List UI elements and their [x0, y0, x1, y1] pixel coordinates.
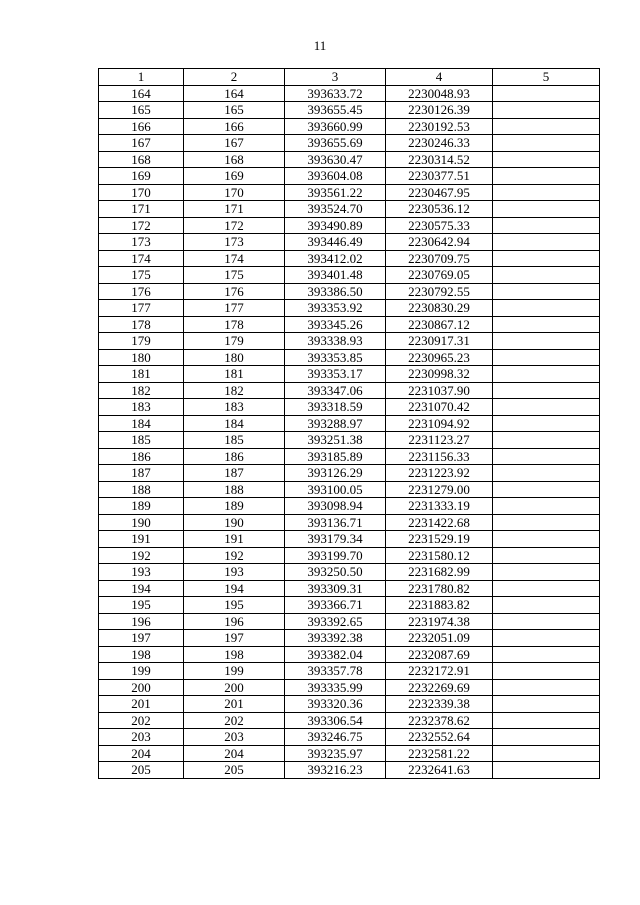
table-cell: 2231580.12	[386, 547, 493, 564]
table-cell: 2232172.91	[386, 663, 493, 680]
table-cell: 2231070.42	[386, 399, 493, 416]
table-cell	[493, 283, 600, 300]
table-cell: 188	[99, 481, 184, 498]
table-cell	[493, 333, 600, 350]
table-row	[99, 514, 600, 531]
table-cell: 167	[184, 135, 285, 152]
table-cell: 200	[184, 679, 285, 696]
table-row	[99, 151, 600, 168]
table-cell	[493, 85, 600, 102]
table-cell: 393366.71	[285, 597, 386, 614]
table-cell: 393318.59	[285, 399, 386, 416]
table-row	[99, 217, 600, 234]
table-row	[99, 646, 600, 663]
table-cell: 2230575.33	[386, 217, 493, 234]
table-cell: 2230126.39	[386, 102, 493, 119]
table-cell: 2231974.38	[386, 613, 493, 630]
table-cell: 2232641.63	[386, 762, 493, 779]
table-cell: 2232581.22	[386, 745, 493, 762]
table-cell: 191	[99, 531, 184, 548]
table-cell: 195	[184, 597, 285, 614]
table-cell	[493, 762, 600, 779]
table-cell: 2230246.33	[386, 135, 493, 152]
table-cell: 2230536.12	[386, 201, 493, 218]
table-cell: 203	[99, 729, 184, 746]
table-cell: 393604.08	[285, 168, 386, 185]
table-row	[99, 663, 600, 680]
table-cell: 2231883.82	[386, 597, 493, 614]
table-cell: 2231156.33	[386, 448, 493, 465]
table-cell: 393347.06	[285, 382, 386, 399]
table-cell: 193	[99, 564, 184, 581]
table-cell: 2230709.75	[386, 250, 493, 267]
table-row	[99, 201, 600, 218]
table-cell: 189	[99, 498, 184, 515]
table-cell	[493, 382, 600, 399]
table-cell: 393392.38	[285, 630, 386, 647]
table-cell: 393179.34	[285, 531, 386, 548]
table-cell: 193	[184, 564, 285, 581]
table-cell: 183	[99, 399, 184, 416]
table-cell	[493, 168, 600, 185]
table-cell: 199	[99, 663, 184, 680]
table-cell: 202	[99, 712, 184, 729]
table-cell: 170	[99, 184, 184, 201]
table-cell: 2230998.32	[386, 366, 493, 383]
table-cell: 175	[99, 267, 184, 284]
table-cell: 197	[184, 630, 285, 647]
table-row	[99, 762, 600, 779]
table-header-row	[99, 69, 600, 86]
table-cell: 2230792.55	[386, 283, 493, 300]
table-cell: 2231529.19	[386, 531, 493, 548]
table-row	[99, 564, 600, 581]
table-cell: 198	[99, 646, 184, 663]
table-cell: 204	[184, 745, 285, 762]
table-cell: 393288.97	[285, 415, 386, 432]
table-row	[99, 234, 600, 251]
table-row	[99, 630, 600, 647]
table-cell: 2231279.00	[386, 481, 493, 498]
table-cell: 2230314.52	[386, 151, 493, 168]
table-cell	[493, 300, 600, 317]
table-cell: 173	[184, 234, 285, 251]
table-cell	[493, 250, 600, 267]
table-cell: 393345.26	[285, 316, 386, 333]
table-row	[99, 679, 600, 696]
table-cell: 168	[184, 151, 285, 168]
table-cell: 393353.17	[285, 366, 386, 383]
table-cell: 192	[184, 547, 285, 564]
table-cell: 187	[99, 465, 184, 482]
column-header: 5	[493, 69, 600, 86]
table-cell: 393401.48	[285, 267, 386, 284]
table-row	[99, 85, 600, 102]
table-row	[99, 597, 600, 614]
table-cell	[493, 201, 600, 218]
table-cell: 182	[99, 382, 184, 399]
table-cell: 393660.99	[285, 118, 386, 135]
table-cell: 198	[184, 646, 285, 663]
page-number: 11	[313, 38, 327, 53]
column-header: 4	[386, 69, 493, 86]
table-cell: 165	[99, 102, 184, 119]
table-row	[99, 300, 600, 317]
table-cell	[493, 465, 600, 482]
table-row	[99, 729, 600, 746]
table-cell: 200	[99, 679, 184, 696]
table-cell: 2230867.12	[386, 316, 493, 333]
table-row	[99, 547, 600, 564]
table-cell: 2232087.69	[386, 646, 493, 663]
table-cell: 2232552.64	[386, 729, 493, 746]
table-cell: 393353.92	[285, 300, 386, 317]
table-cell: 192	[99, 547, 184, 564]
table-cell: 183	[184, 399, 285, 416]
table-row	[99, 498, 600, 515]
table-cell: 2230642.94	[386, 234, 493, 251]
table-cell: 177	[184, 300, 285, 317]
table-cell: 189	[184, 498, 285, 515]
table-row	[99, 399, 600, 416]
table-cell: 184	[99, 415, 184, 432]
table-cell	[493, 267, 600, 284]
table-cell: 393392.65	[285, 613, 386, 630]
table-cell	[493, 580, 600, 597]
table-cell: 393251.38	[285, 432, 386, 449]
table-cell: 168	[99, 151, 184, 168]
table-cell: 190	[99, 514, 184, 531]
table-cell: 166	[99, 118, 184, 135]
table-cell: 202	[184, 712, 285, 729]
table-cell: 393561.22	[285, 184, 386, 201]
table-cell: 181	[184, 366, 285, 383]
table-row	[99, 481, 600, 498]
table-row	[99, 366, 600, 383]
table-cell: 2231037.90	[386, 382, 493, 399]
table-cell	[493, 234, 600, 251]
table-cell: 393216.23	[285, 762, 386, 779]
table-cell: 2230830.29	[386, 300, 493, 317]
table-cell	[493, 366, 600, 383]
table-cell: 167	[99, 135, 184, 152]
table-cell: 174	[99, 250, 184, 267]
table-cell: 186	[99, 448, 184, 465]
table-cell: 2230192.53	[386, 118, 493, 135]
table-row	[99, 382, 600, 399]
table-cell: 393246.75	[285, 729, 386, 746]
table-row	[99, 118, 600, 135]
table-cell: 393335.99	[285, 679, 386, 696]
table-cell: 176	[184, 283, 285, 300]
table-cell: 197	[99, 630, 184, 647]
table-cell	[493, 564, 600, 581]
table-cell: 393306.54	[285, 712, 386, 729]
table-cell: 196	[184, 613, 285, 630]
table-cell: 393630.47	[285, 151, 386, 168]
table-cell: 2232378.62	[386, 712, 493, 729]
table-row	[99, 580, 600, 597]
table-cell: 164	[184, 85, 285, 102]
table-cell: 190	[184, 514, 285, 531]
table-row	[99, 613, 600, 630]
table-cell: 2230917.31	[386, 333, 493, 350]
table-cell: 393338.93	[285, 333, 386, 350]
table-cell: 203	[184, 729, 285, 746]
table-cell: 199	[184, 663, 285, 680]
table-row	[99, 531, 600, 548]
table-cell: 177	[99, 300, 184, 317]
table-cell: 176	[99, 283, 184, 300]
table-cell	[493, 316, 600, 333]
table-cell	[493, 646, 600, 663]
table-cell: 2231682.99	[386, 564, 493, 581]
table-cell	[493, 696, 600, 713]
table-cell: 2232339.38	[386, 696, 493, 713]
column-header: 2	[184, 69, 285, 86]
table-cell: 2232051.09	[386, 630, 493, 647]
table-cell: 179	[99, 333, 184, 350]
table-cell: 185	[184, 432, 285, 449]
table-cell: 194	[184, 580, 285, 597]
table-cell	[493, 349, 600, 366]
table-cell	[493, 432, 600, 449]
table-row	[99, 283, 600, 300]
table-cell: 2230377.51	[386, 168, 493, 185]
table-cell: 393353.85	[285, 349, 386, 366]
table-cell	[493, 663, 600, 680]
table-cell: 2230048.93	[386, 85, 493, 102]
table-row	[99, 168, 600, 185]
table-cell: 2230965.23	[386, 349, 493, 366]
table-cell	[493, 597, 600, 614]
table-cell: 175	[184, 267, 285, 284]
table-cell: 172	[99, 217, 184, 234]
table-cell: 2232269.69	[386, 679, 493, 696]
table-row	[99, 349, 600, 366]
table-cell: 393655.69	[285, 135, 386, 152]
table-cell: 393199.70	[285, 547, 386, 564]
table-cell: 204	[99, 745, 184, 762]
table-cell: 205	[99, 762, 184, 779]
table-body	[99, 69, 600, 779]
table-cell	[493, 217, 600, 234]
table-cell	[493, 498, 600, 515]
table-cell: 180	[184, 349, 285, 366]
table-cell	[493, 102, 600, 119]
table-cell: 169	[184, 168, 285, 185]
table-cell: 2231333.19	[386, 498, 493, 515]
table-cell: 174	[184, 250, 285, 267]
table-cell	[493, 679, 600, 696]
table-cell: 205	[184, 762, 285, 779]
table-cell: 179	[184, 333, 285, 350]
column-header: 3	[285, 69, 386, 86]
column-header: 1	[99, 69, 184, 86]
table-row	[99, 448, 600, 465]
table-row	[99, 712, 600, 729]
table-row	[99, 465, 600, 482]
table-cell	[493, 514, 600, 531]
table-cell	[493, 630, 600, 647]
table-cell	[493, 745, 600, 762]
table-cell: 188	[184, 481, 285, 498]
table-cell: 2231094.92	[386, 415, 493, 432]
table-cell: 393309.31	[285, 580, 386, 597]
table-cell: 170	[184, 184, 285, 201]
table-cell: 184	[184, 415, 285, 432]
table-cell: 201	[184, 696, 285, 713]
table-cell: 393446.49	[285, 234, 386, 251]
table-cell: 181	[99, 366, 184, 383]
table-cell	[493, 415, 600, 432]
table-cell: 185	[99, 432, 184, 449]
table-cell: 393250.50	[285, 564, 386, 581]
table-row	[99, 432, 600, 449]
table-cell: 393633.72	[285, 85, 386, 102]
table-cell: 178	[99, 316, 184, 333]
table-cell: 393412.02	[285, 250, 386, 267]
table-cell: 393386.50	[285, 283, 386, 300]
table-cell: 393524.70	[285, 201, 386, 218]
table-cell	[493, 712, 600, 729]
table-cell: 2231422.68	[386, 514, 493, 531]
table-row	[99, 135, 600, 152]
table-row	[99, 316, 600, 333]
table-cell: 2230467.95	[386, 184, 493, 201]
table-cell	[493, 613, 600, 630]
table-cell: 196	[99, 613, 184, 630]
table-cell: 164	[99, 85, 184, 102]
table-cell: 182	[184, 382, 285, 399]
table-cell	[493, 481, 600, 498]
table-cell: 393382.04	[285, 646, 386, 663]
table-cell: 393136.71	[285, 514, 386, 531]
table-row	[99, 102, 600, 119]
table-cell: 393235.97	[285, 745, 386, 762]
table-cell	[493, 118, 600, 135]
table-row	[99, 745, 600, 762]
table-cell: 2230769.05	[386, 267, 493, 284]
table-cell: 195	[99, 597, 184, 614]
table-cell: 180	[99, 349, 184, 366]
table-cell: 186	[184, 448, 285, 465]
table-cell: 178	[184, 316, 285, 333]
table-row	[99, 415, 600, 432]
table-row	[99, 250, 600, 267]
table-row	[99, 267, 600, 284]
table-cell: 2231780.82	[386, 580, 493, 597]
table-cell: 393320.36	[285, 696, 386, 713]
table-cell: 173	[99, 234, 184, 251]
table-cell	[493, 135, 600, 152]
table-cell: 393185.89	[285, 448, 386, 465]
table-cell: 166	[184, 118, 285, 135]
table-cell: 393357.78	[285, 663, 386, 680]
table-cell	[493, 448, 600, 465]
table-cell: 393490.89	[285, 217, 386, 234]
table-cell	[493, 151, 600, 168]
table-cell: 393100.05	[285, 481, 386, 498]
table-cell: 2231123.27	[386, 432, 493, 449]
table-cell: 393655.45	[285, 102, 386, 119]
table-cell	[493, 547, 600, 564]
table-cell	[493, 399, 600, 416]
table-row	[99, 184, 600, 201]
table-cell: 171	[184, 201, 285, 218]
table-cell: 201	[99, 696, 184, 713]
table-cell: 2231223.92	[386, 465, 493, 482]
table-cell: 194	[99, 580, 184, 597]
table-row	[99, 333, 600, 350]
table-cell: 393126.29	[285, 465, 386, 482]
table-cell: 393098.94	[285, 498, 386, 515]
table-cell	[493, 729, 600, 746]
coordinates-table	[98, 68, 600, 779]
table-cell: 172	[184, 217, 285, 234]
table-row	[99, 696, 600, 713]
table-cell: 171	[99, 201, 184, 218]
table-cell: 191	[184, 531, 285, 548]
table-cell: 165	[184, 102, 285, 119]
table-cell	[493, 531, 600, 548]
table-cell: 169	[99, 168, 184, 185]
table-cell: 187	[184, 465, 285, 482]
table-cell	[493, 184, 600, 201]
